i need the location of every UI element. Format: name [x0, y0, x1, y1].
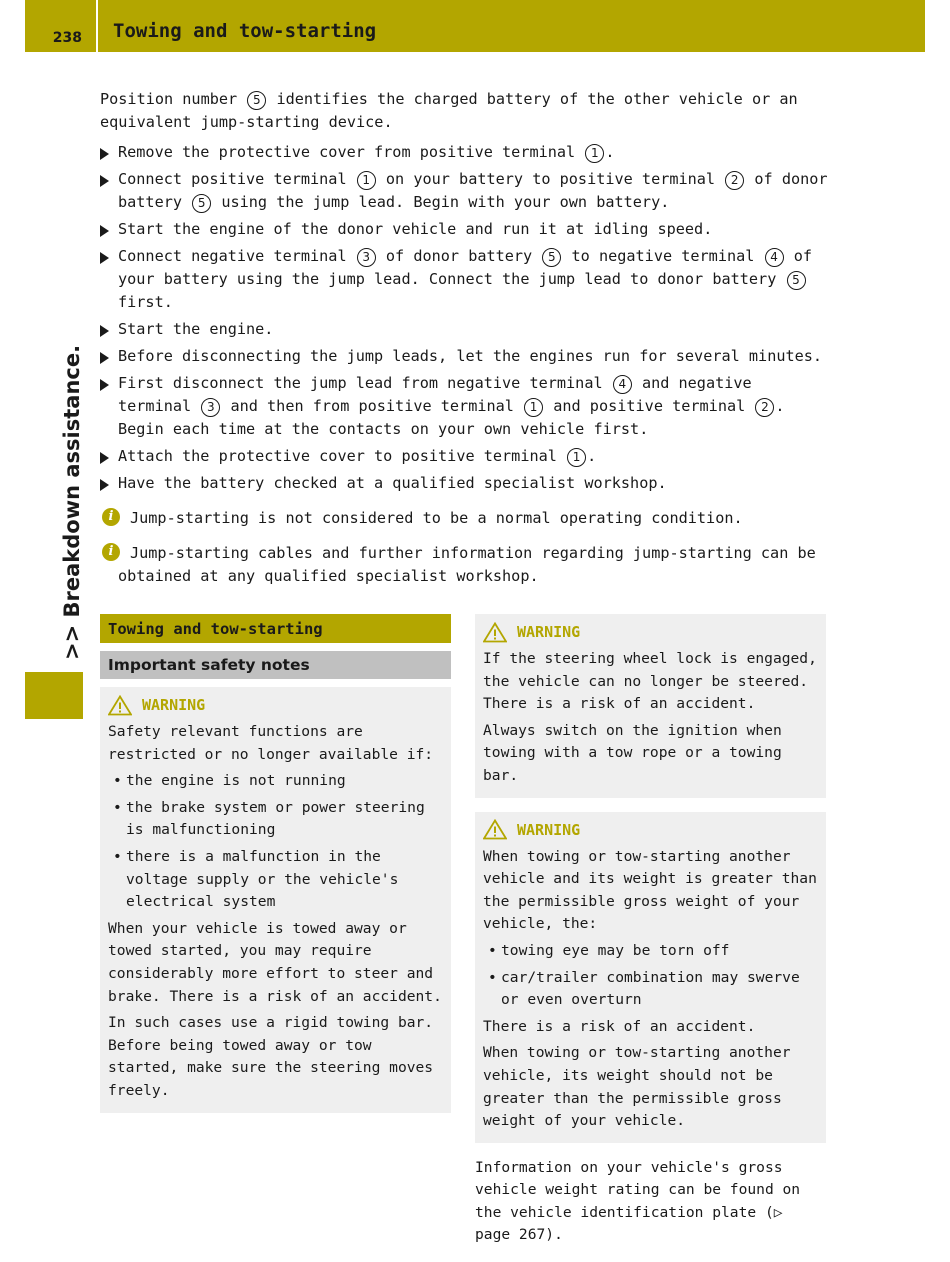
- list-item-text: the brake system or power steering is malfunctioning: [126, 798, 425, 839]
- step-arrow-icon: [100, 225, 109, 237]
- intro-text-pre: Position number: [100, 90, 238, 108]
- info-note: [100, 507, 828, 530]
- step-item: [100, 168, 828, 214]
- right-column: [475, 614, 826, 1262]
- section-tab: [25, 672, 83, 719]
- list-item: • car/trailer combination may swerve or even overturn: [488, 968, 800, 1009]
- step-item: [100, 345, 828, 368]
- list-item-text: car/trailer combination may swerve or even overturn: [501, 968, 800, 1009]
- step-arrow-icon: [100, 479, 109, 491]
- page-header: [25, 0, 925, 52]
- warning-text: When towing or tow-starting another vehicle, its weight should not be greater than the permissible gross weight of your vehicle.: [483, 1044, 791, 1130]
- warning-label: WARNING: [517, 623, 581, 641]
- list-item-text: there is a malfunction in the voltage supply or the vehicle's electrical system: [126, 847, 399, 911]
- step-text: .: [605, 143, 615, 161]
- warning-text: If the steering wheel lock is engaged, the vehicle can no longer be steered. There is a risk of an accident.: [483, 650, 817, 713]
- warning-label: WARNING: [142, 696, 206, 714]
- step-text: First disconnect the jump lead from negative terminal: [118, 374, 603, 392]
- step-text: Remove the protective cover from positive terminal: [118, 143, 576, 161]
- subsection-heading: Important safety notes: [100, 651, 451, 679]
- step-arrow-icon: [100, 148, 109, 160]
- info-text: Jump-starting is not considered to be a normal operating condition.: [130, 509, 743, 527]
- step-text: Attach the protective cover to positive terminal: [118, 447, 557, 465]
- callout-number: 4: [765, 248, 784, 267]
- step-arrow-icon: [100, 452, 109, 464]
- intro-paragraph: [100, 88, 828, 134]
- callout-number: 5: [787, 271, 806, 290]
- main-content: [100, 88, 828, 588]
- warning-text: When towing or tow-starting another vehicle and its weight is greater than the permissible gross weight of your vehicle, the:: [483, 847, 817, 933]
- step-item: [100, 445, 828, 468]
- callout-number: 4: [613, 375, 632, 394]
- step-item: [100, 218, 828, 241]
- step-text: Connect positive terminal: [118, 170, 347, 188]
- warning-triangle-icon: [483, 622, 507, 643]
- step-text: Before disconnecting the jump leads, let the engines run for several minutes.: [118, 347, 823, 365]
- warning-box: [100, 687, 451, 1113]
- warning-text: There is a risk of an accident.: [483, 1017, 756, 1035]
- warning-triangle-icon: [108, 695, 132, 716]
- callout-number: 1: [567, 448, 586, 467]
- step-text: Start the engine of the donor vehicle and run it at idling speed.: [118, 220, 713, 238]
- step-text: and negative terminal: [118, 374, 752, 415]
- list-item-text: the engine is not running: [126, 772, 346, 790]
- warning-list: [108, 770, 443, 914]
- callout-number: 2: [755, 398, 774, 417]
- step-text: Have the battery checked at a qualified specialist workshop.: [118, 474, 667, 492]
- info-icon: i: [102, 543, 120, 561]
- warning-box: [475, 614, 826, 798]
- callout-number: 1: [357, 171, 376, 190]
- warning-header: [483, 618, 818, 646]
- callout-number: 3: [357, 248, 376, 267]
- warning-text: Safety relevant functions are restricted or no longer available if:: [108, 723, 434, 763]
- callout-number: 1: [585, 144, 604, 163]
- section-heading: Towing and tow-starting: [100, 614, 451, 643]
- page-reference-text: Information on your vehicle's gross vehicle weight rating can be found on the vehicle identification plate (▷ page 267).: [475, 1158, 801, 1244]
- page-number: 238: [25, 0, 98, 52]
- step-item: [100, 141, 828, 164]
- step-item: [100, 318, 828, 341]
- step-text: on your battery to positive terminal: [385, 170, 716, 188]
- warning-text: Always switch on the ignition when towing with a tow rope or a towing bar.: [483, 721, 782, 784]
- step-text: and then from positive terminal: [230, 397, 514, 415]
- callout-number: 2: [725, 171, 744, 190]
- info-text: Jump-starting cables and further information regarding jump-starting can be obtained at any qualified specialist workshop.: [118, 544, 816, 585]
- step-text: to negative terminal: [571, 247, 755, 265]
- callout-number: 3: [201, 398, 220, 417]
- warning-text: When your vehicle is towed away or towed started, you may require considerably more effort to steer and brake. There is a risk of an accident.: [108, 919, 442, 1005]
- warning-triangle-icon: [483, 819, 507, 840]
- list-item: • there is a malfunction in the voltage supply or the vehicle's electrical system: [113, 847, 399, 911]
- step-item: [100, 472, 828, 495]
- callout-number: 5: [192, 194, 211, 213]
- list-item: • the brake system or power steering is malfunctioning: [113, 798, 425, 839]
- step-text: . Begin each time at the contacts on your own vehicle first.: [118, 397, 785, 438]
- step-arrow-icon: [100, 379, 109, 391]
- list-item: • the engine is not running: [113, 772, 346, 790]
- step-item: [100, 245, 828, 314]
- left-column: [100, 614, 451, 1127]
- intro-text-post: identifies the charged battery of the other vehicle or an equivalent jump-starting device.: [100, 90, 798, 131]
- list-item: • towing eye may be torn off: [488, 941, 730, 959]
- callout-number: 5: [542, 248, 561, 267]
- step-text: .: [587, 447, 597, 465]
- info-note: [100, 542, 828, 588]
- step-text: of your battery using the jump lead. Connect the jump lead to donor battery: [118, 247, 813, 288]
- step-arrow-icon: [100, 352, 109, 364]
- warning-list: [483, 940, 818, 1012]
- step-arrow-icon: [100, 325, 109, 337]
- warning-label: WARNING: [517, 820, 581, 839]
- step-text: first.: [118, 293, 173, 311]
- step-text: Start the engine.: [118, 320, 274, 338]
- page-title: Towing and tow-starting: [113, 20, 377, 42]
- warning-text: In such cases use a rigid towing bar. Before being towed away or tow started, make sure the steering moves freely.: [108, 1014, 434, 1099]
- step-text: using the jump lead. Begin with your own battery.: [221, 193, 670, 211]
- warning-header: [108, 691, 443, 719]
- callout-number: 1: [524, 398, 543, 417]
- step-text: and positive terminal: [553, 397, 746, 415]
- step-text: Connect negative terminal: [118, 247, 347, 265]
- info-icon: i: [102, 508, 120, 526]
- step-text: of donor battery: [385, 247, 533, 265]
- list-item-text: towing eye may be torn off: [501, 941, 730, 959]
- step-text: of donor battery: [118, 170, 828, 211]
- callout-number: 5: [247, 91, 266, 110]
- warning-header: [483, 816, 818, 844]
- section-side-label: >> Breakdown assistance.: [60, 344, 84, 660]
- step-arrow-icon: [100, 175, 109, 187]
- step-arrow-icon: [100, 252, 109, 264]
- step-item: [100, 372, 828, 441]
- warning-box: [475, 812, 826, 1143]
